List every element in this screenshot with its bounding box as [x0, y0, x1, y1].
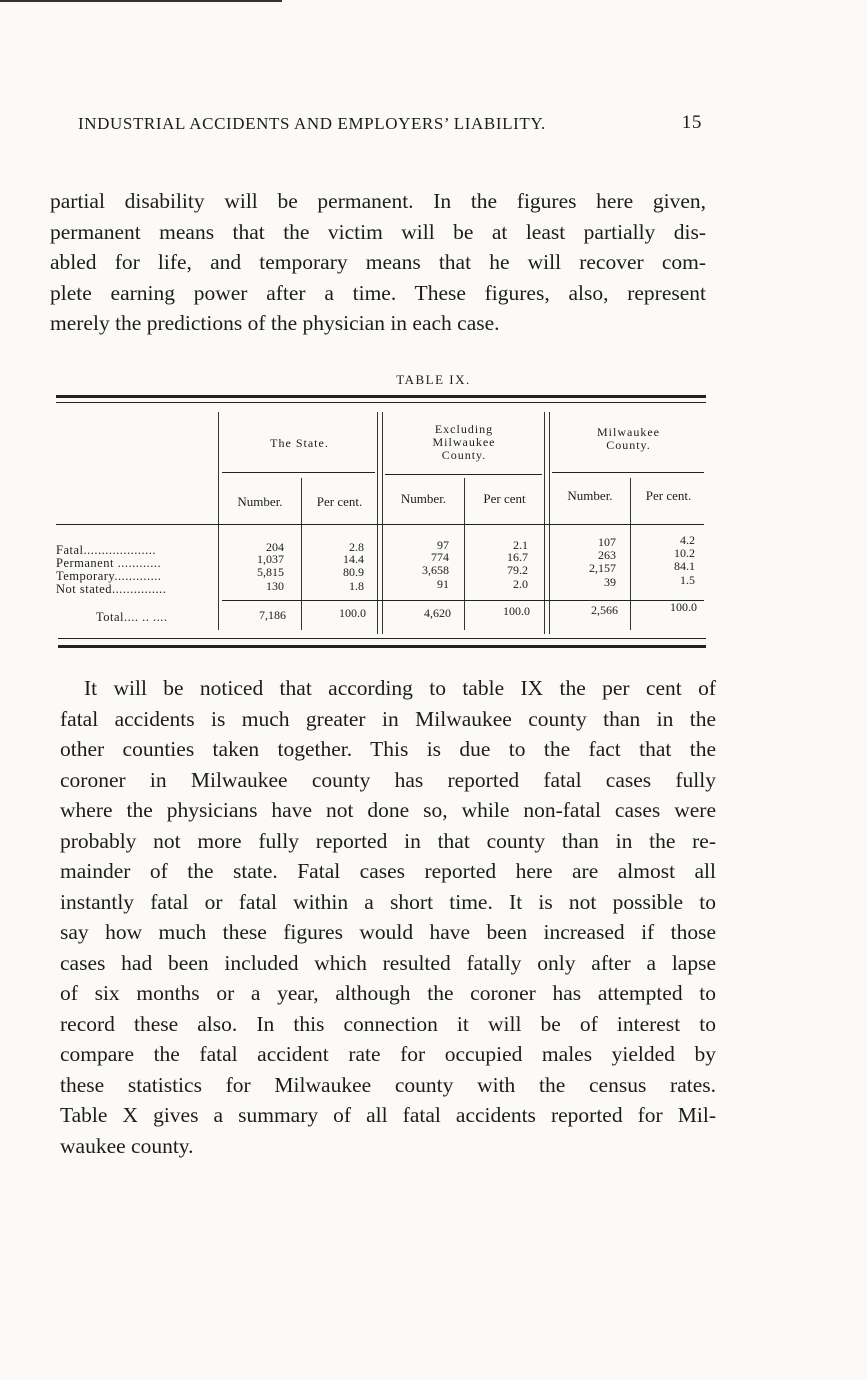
table-cell: 263 [598, 548, 616, 562]
table-cell: 1.5 [680, 573, 695, 587]
group-heading-state [222, 437, 377, 450]
text-line: say how much these figures would have been increased if those [60, 920, 716, 944]
group-rule [222, 472, 375, 473]
subhead-percent: Per cent [483, 491, 526, 506]
table-cell: 2.1 [513, 538, 528, 552]
table-cell: 100.0 [339, 606, 366, 620]
table-cell: 10.2 [674, 546, 695, 560]
text-line: coroner in Milwaukee county has reported fatal cases fully [60, 767, 716, 792]
table-cell: 39 [604, 575, 616, 589]
text-line: compare the fatal accident rate for occupied males yielded by [60, 1042, 716, 1066]
table-bottom-rule-thin [58, 638, 706, 639]
group-label: Excluding [434, 422, 494, 436]
header-title: INDUSTRIAL ACCIDENTS AND EMPLOYERS’ LIABILITY. [78, 114, 546, 133]
table-top-rule-thin [56, 402, 706, 403]
subhead-rule [56, 524, 704, 525]
subhead-percent: Per cent. [645, 488, 692, 503]
total-rule [222, 600, 704, 601]
table-caption: TABLE IX. [396, 372, 471, 387]
table-cell: 130 [266, 579, 284, 593]
group-label: Milwaukee [597, 425, 660, 439]
table-cell: 3,658 [422, 563, 449, 577]
row-label-not-stated: Not stated............... [56, 582, 167, 596]
text-line: mainder of the state. Fatal cases reported here are almost all [60, 859, 716, 883]
table-cell: 4.2 [680, 533, 695, 547]
table-cell: 100.0 [670, 600, 697, 614]
group-rule [552, 472, 704, 473]
text-line: plete earning power after a time. These figures, also, represent [50, 280, 706, 305]
row-label-temporary: Temporary............. [56, 569, 162, 583]
subhead-number: Number. [567, 488, 613, 503]
top-rule [0, 0, 282, 2]
table-cell: 7,186 [259, 608, 286, 622]
table-bottom-rule [58, 645, 706, 648]
text-line: merely the predictions of the physician in each case. [50, 311, 500, 335]
text-line: of six months or a year, although the coroner has attempted to [60, 981, 716, 1005]
table-cell: 1,037 [257, 552, 284, 566]
subhead-number: Number. [400, 491, 447, 506]
group-label: County. [441, 448, 487, 462]
text-line: waukee county. [60, 1133, 194, 1158]
text-line: partial disability will be permanent. In the figures here given, [50, 189, 706, 213]
table-cell: 107 [598, 535, 616, 549]
table-cell: 16.7 [507, 550, 528, 564]
text-line: cases had been included which resulted fatally only after a lapse [60, 950, 716, 975]
table-cell: 774 [431, 550, 449, 564]
table-cell: 79.2 [507, 563, 528, 577]
table-cell: 100.0 [503, 604, 530, 618]
text-line: record these also. In this connection it will be of interest to [60, 1011, 716, 1036]
row-label-permanent: Permanent ............ [56, 556, 162, 570]
text-line: other counties taken together. This is due to the fact that the [60, 737, 716, 761]
group-label: County. [606, 438, 651, 452]
row-label-total: Total.... .. .... [96, 610, 168, 624]
table-top-rule [56, 395, 706, 398]
table-cell: 91 [437, 577, 449, 591]
subhead-number: Number. [237, 494, 283, 509]
table-cell: 80.9 [343, 565, 364, 579]
table-cell: 204 [266, 540, 284, 554]
table-cell: 97 [437, 538, 449, 552]
row-label-fatal: Fatal.................... [56, 543, 156, 557]
table-cell: 2.0 [513, 577, 528, 591]
text-line: where the physicians have not done so, while non-fatal cases were [60, 798, 716, 822]
text-line: these statistics for Milwaukee county with the census rates. [60, 1072, 716, 1097]
paragraph-1 [50, 186, 706, 339]
text-line: fatal accidents is much greater in Milwaukee county than in the [60, 706, 716, 731]
group-heading-excluding [384, 423, 544, 462]
group-label: Milwaukee [432, 435, 496, 449]
text-line: instantly fatal or fatal within a short time. It is not possible to [60, 889, 716, 914]
text-line: abled for life, and temporary means that he will recover com- [50, 250, 706, 274]
table-cell: 2,566 [591, 603, 618, 617]
table-cell: 2,157 [589, 561, 616, 575]
group-heading-milwaukee [551, 426, 706, 452]
table-cell: 1.8 [349, 579, 364, 593]
column-rule [218, 412, 219, 630]
subhead-percent: Per cent. [316, 494, 363, 509]
table-cell: 5,815 [257, 565, 284, 579]
text-line: probably not more fully reported in that county than in the re- [60, 828, 716, 853]
text-line: It will be noticed that according to table IX the per cent of [84, 676, 716, 700]
text-line: permanent means that the victim will be at least partially dis- [50, 219, 706, 244]
text-line: Table X gives a summary of all fatal accidents reported for Mil- [60, 1103, 716, 1127]
table-cell: 4,620 [424, 606, 451, 620]
page-number: 15 [681, 112, 702, 133]
group-label: The State. [270, 436, 329, 450]
table-cell: 14.4 [343, 552, 364, 566]
group-rule [385, 474, 542, 475]
paragraph-2 [60, 673, 716, 1161]
table-cell: 84.1 [674, 559, 695, 573]
table-cell: 2.8 [349, 540, 364, 554]
